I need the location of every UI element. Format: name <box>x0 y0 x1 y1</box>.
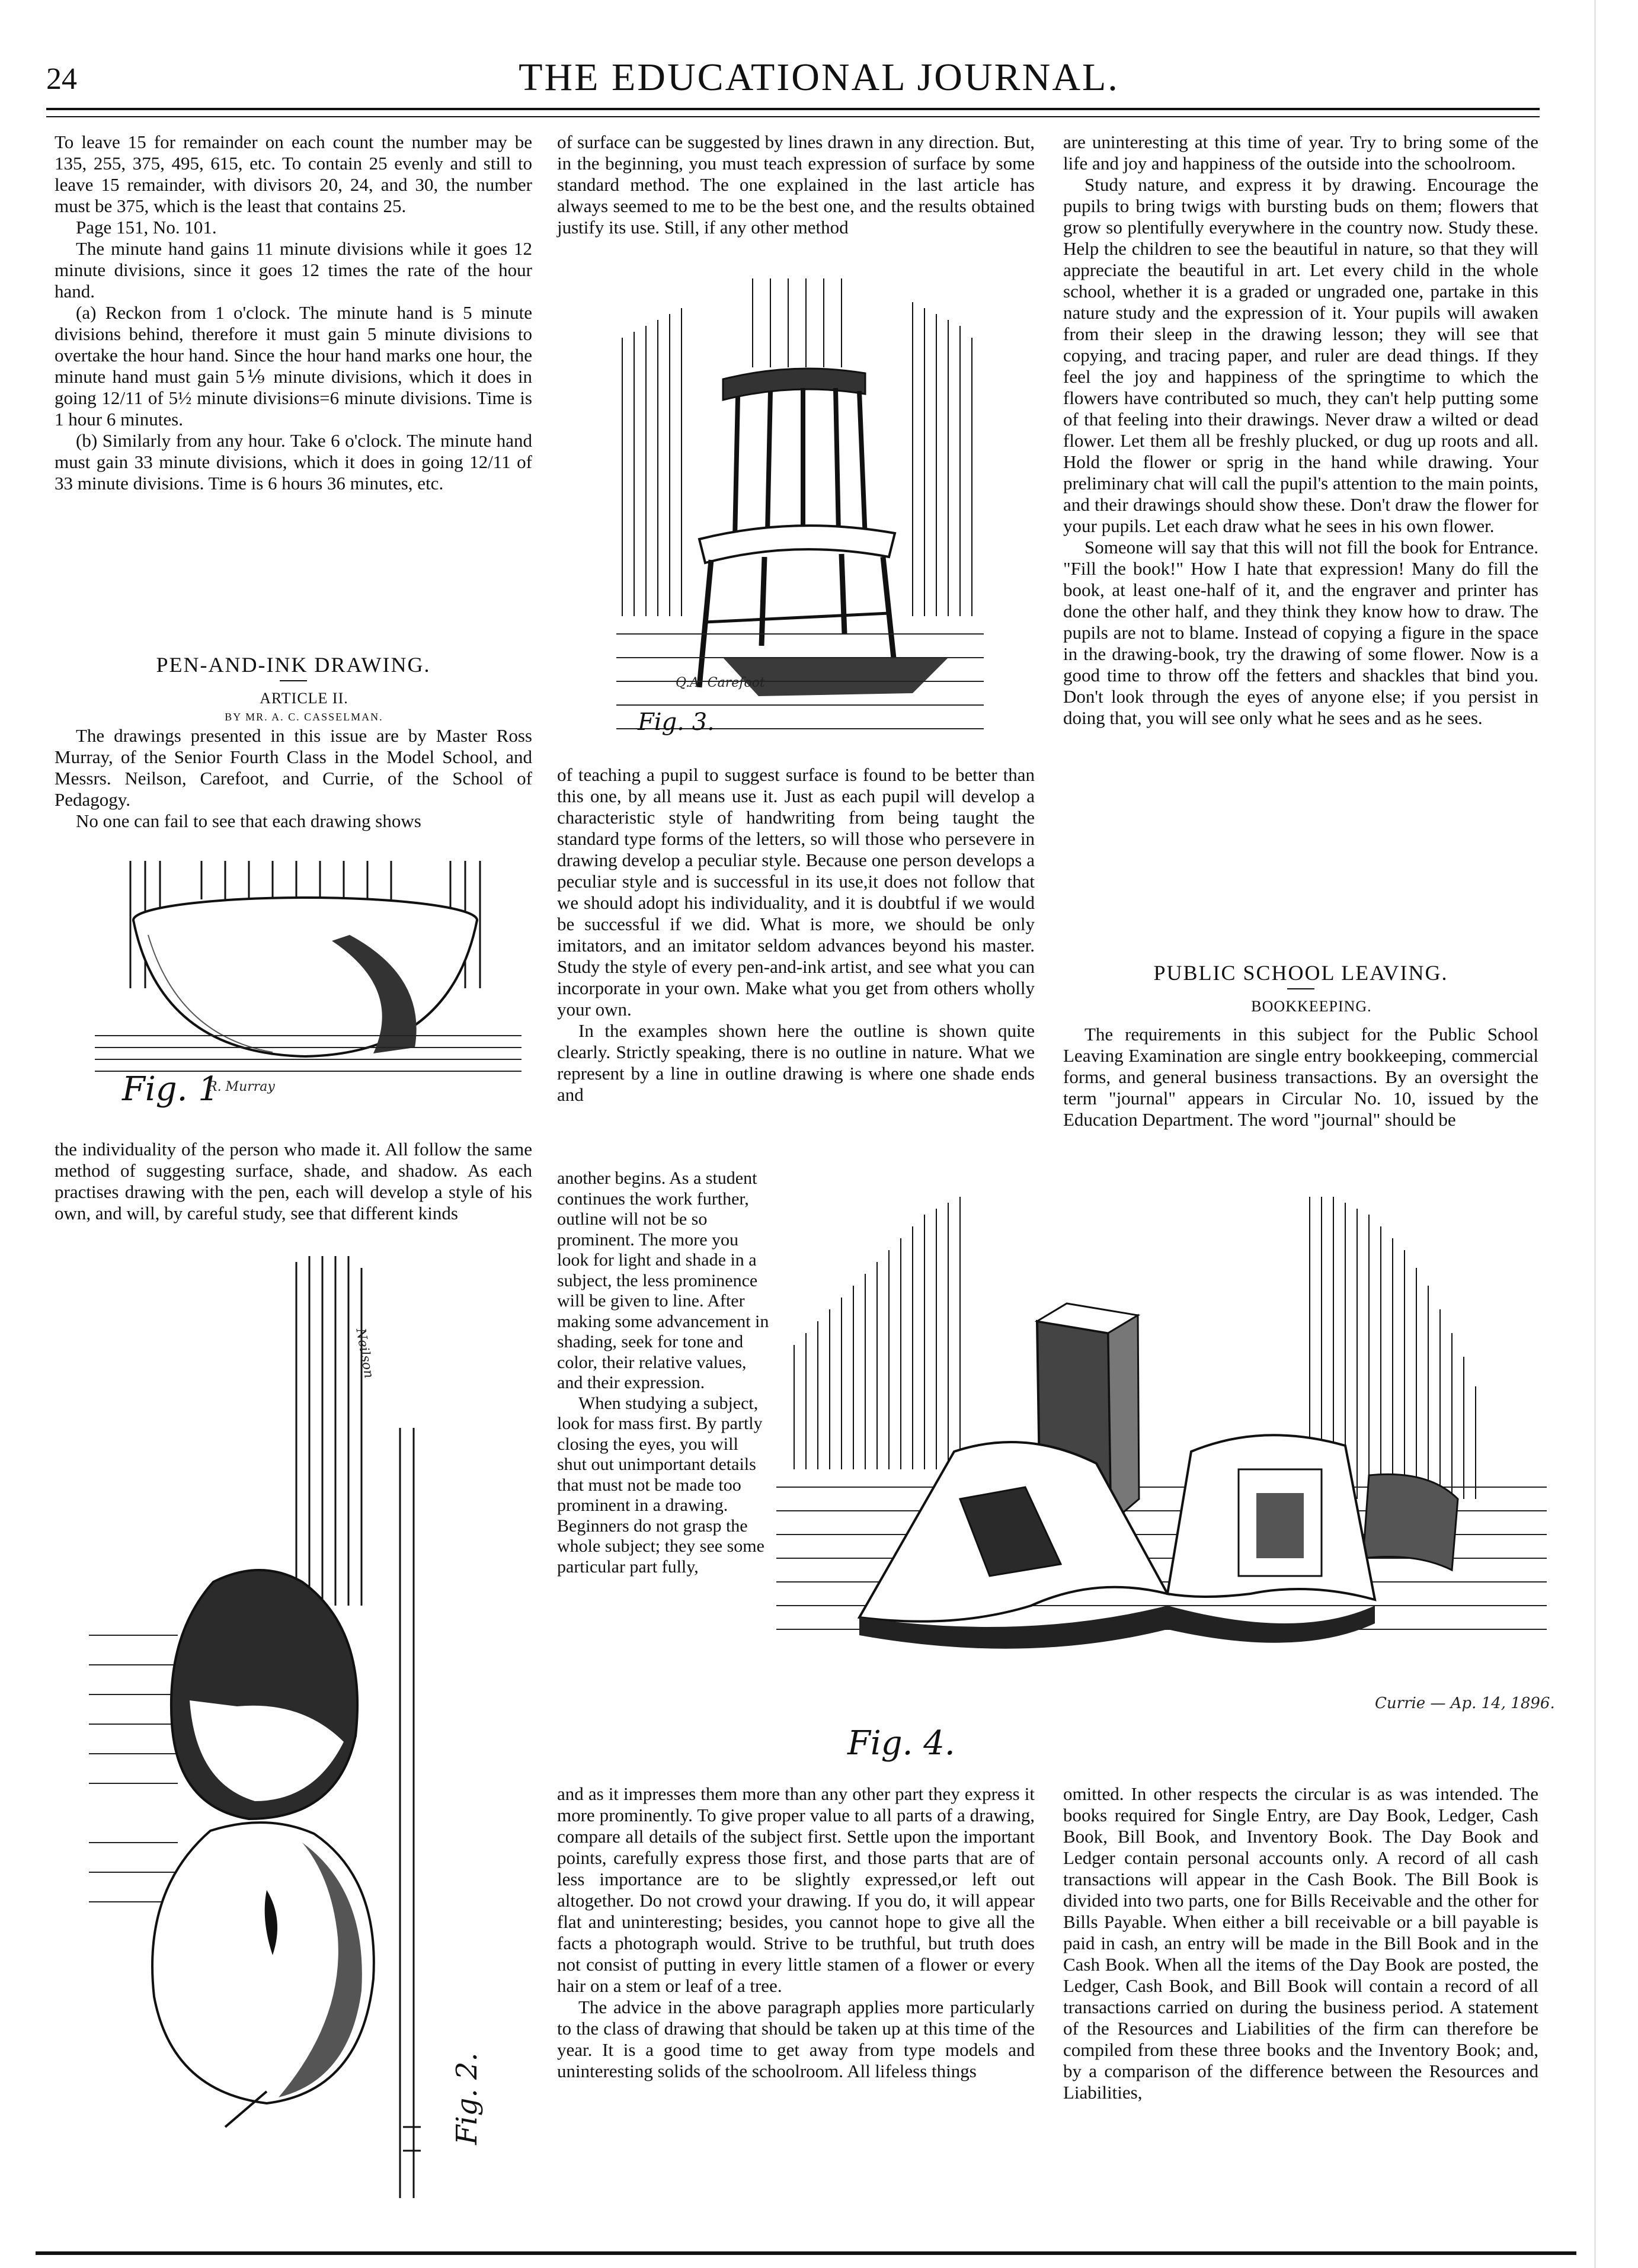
column-2-mid <box>557 764 1035 1106</box>
column-2-top <box>557 132 1035 238</box>
article-pen-and-ink <box>55 652 532 832</box>
column-1-top <box>55 132 532 494</box>
figure-4-books <box>776 1191 1547 1777</box>
column-3-bottom <box>1063 1783 1538 2103</box>
figure-4-caption: Fig. 4. <box>847 1724 955 1763</box>
article-heading: PEN-AND-INK DRAWING. <box>156 653 431 677</box>
heading-dash <box>280 680 307 681</box>
paragraph: (a) Reckon from 1 o'clock. The minute hand is 5 minute divisions behind, therefore it must gain 5 minute divisions to overtake the hour hand. Since the hour hand marks one hour, the minute hand must gain 5⅑ minute divisions, which it does in going 12/11 of 5½ minute divisions=6 minute divisions. Time is 1 hour 6 minutes. <box>55 302 532 430</box>
paragraph: of teaching a pupil to suggest surface is found to be better than this one, by all means use it. Just as each pupil will develop a characteristic style of handwriting from being taught the standard type forms of the letters, so will those who persevere in drawing develop a peculiar style. Because one person develops a peculiar style and is successful in its use,it does not follow that we should adopt his individuality, and it is doubtful if we would be successful if we did. What is more, we should be only imitators, and an imitator seldom advances beyond his master. Study the style of every pen-and-ink artist, and see what you can incorporate in your own. Make what you get from others wholly your own. <box>557 764 1035 1020</box>
figure-3-chair <box>616 278 984 741</box>
figure-2-signature: Neilson <box>353 1327 376 1380</box>
chair-drawing <box>616 278 984 741</box>
figure-2-caption: Fig. 2. <box>450 2052 484 2145</box>
paragraph: of surface can be suggested by lines drawn in any direction. But, in the beginning, you must teach expression of surface by some standard method. The one explained in the last article has always seemed to me to be the best one, and the results obtained justify its use. Still, if any other method <box>557 132 1035 238</box>
paragraph: In the examples shown here the outline is shown quite clearly. Strictly speaking, there is no outline in nature. What we represent by a line in outline drawing is where one shade ends and <box>557 1020 1035 1105</box>
paragraph: another begins. As a student continues the work further, outline will not be so prominent. The more you look for light and shade in a subject, the less prominence will be given to line. After making some advancement in shading, seek for tone and color, their relative values, and their expression. <box>557 1168 769 1392</box>
paragraph: and as it impresses them more than any other part they express it more prominently. To give proper value to all parts of a drawing, compare all details of the subject first. Settle upon the important points, carefully express those first, and those parts that are of less importance are to be slightly expressed,or left out altogether. Do not crowd your drawing. If you do, it will appear flat and uninteresting; besides, you cannot hope to give all the facts a photograph would. Strive to be truthful, but truth does not consist of putting in every little stamen of a flower or every hair on a stem or leaf of a tree. <box>557 1783 1035 1996</box>
article-number: ARTICLE II. <box>260 690 348 707</box>
apple-drawing <box>89 1250 504 2210</box>
page-number: 24 <box>46 62 77 96</box>
paragraph: The advice in the above paragraph applies more particularly to the class of drawing that should be taken up at this time of the year. It is a good time to get away from type models and uninteresting solids of the schoolroom. All lifeless things <box>557 1997 1035 2081</box>
paragraph: omitted. In other respects the circular is as was intended. The books required for Single Entry, are Day Book, Ledger, Cash Book, Bill Book, and Inventory Book. The Day Book and Ledger contain personal accounts only. A record of all cash transactions will appear in the Cash Book. The Bill Book is divided into two parts, one for Bills Receivable and the other for Bills Payable. When either a bill receivable or a bill payable is paid in cash, an entry will be made in the Bill Book and in the Cash Book. When all the items of the Day Book are posted, the Ledger, Cash Book, and Bill Book will contain a record of all transactions carried on during the business period. A statement of the Resources and Liabilities of the firm can therefore be compiled from these three books and the Inventory Book; and, by a comparison of the difference between the Resources and Liabilities, <box>1063 1783 1538 2103</box>
column-2-narrow <box>557 1168 770 1577</box>
figure-1-caption: Fig. 1 <box>122 1070 219 1109</box>
article-byline: BY MR. A. C. CASSELMAN. <box>225 711 383 723</box>
figure-2-apple <box>89 1250 504 2210</box>
paragraph: To leave 15 for remainder on each count the number may be 135, 255, 375, 495, 615, etc. To contain 25 evenly and still to leave 15 remainder, with divisors 20, 24, and 30, the number must be 375, which is the least that contains 25. <box>55 132 532 216</box>
column-1-mid <box>55 1139 532 1224</box>
paragraph: The requirements in this subject for the Public School Leaving Examination are single entry bookkeeping, commercial forms, and general business transactions. By an oversight the term "journal" appears in Circular No. 10, issued by the Education Department. The word "journal" should be <box>1063 1024 1538 1130</box>
figure-1-signature: R. Murray <box>207 1079 275 1094</box>
figure-3-caption: Fig. 3. <box>638 709 715 736</box>
figure-4-signature: Currie — Ap. 14, 1896. <box>1375 1694 1555 1712</box>
header-rule <box>46 108 1540 110</box>
paragraph: The minute hand gains 11 minute divisions while it goes 12 minute divisions, since it goes 12 times the rate of the hour hand. <box>55 238 532 302</box>
bowl-drawing <box>95 858 522 1107</box>
header-rule-thin <box>46 116 1540 117</box>
heading-dash <box>1287 988 1314 989</box>
journal-title: THE EDUCATIONAL JOURNAL. <box>519 56 1119 99</box>
column-3-top <box>1063 132 1538 729</box>
paragraph: Page 151, No. 101. <box>76 217 217 238</box>
paragraph: (b) Similarly from any hour. Take 6 o'clock. The minute hand must gain 33 minute divisions, which it does in going 12/11 of 33 minute divisions. Time is 6 hours 36 minutes, etc. <box>55 430 532 494</box>
page-crease <box>1594 0 1596 2268</box>
paragraph: The drawings presented in this issue are by Master Ross Murray, of the Senior Fourth Class in the Model School, and Messrs. Neilson, Carefoot, and Currie, of the School of Pedagogy. <box>55 725 532 810</box>
article-public-school-leaving <box>1063 960 1538 1130</box>
paragraph: the individuality of the person who made it. All follow the same method of suggesting surface, shade, and shadow. As each practises drawing with the pen, each will develop a style of his own, and will, by careful study, see that different kinds <box>55 1139 532 1223</box>
figure-3-signature: Q.A. Carefoot <box>676 675 765 690</box>
paragraph: Study nature, and express it by drawing. Encourage the pupils to bring twigs with bursting buds on them; flowers that grow so plentifully everywhere in the country now. Study these. Help the children to see the beautiful in nature, so that they will appreciate the beautiful in art. Let every child in the whole school, whether it is a graded or ungraded one, partake in this nature study and the expression of it. Your pupils will awaken from their sleep in the drawing lesson; they will see that copying, and tracing paper, and ruler are dead things. If they feel the joy and happiness of the springtime to which the flowers have contributed so much, they can't help putting some of that feeling into their drawings. Never draw a wilted or dead flower. Let them all be freshly plucked, or dug up roots and all. Hold the flower or sprig in the hand while drawing. Your preliminary chat will call the pupil's attention to the main points, and their drawings should show these. Don't draw the flower for your pupils. Let each draw what he sees in his own flower. <box>1063 174 1538 536</box>
paragraph: No one can fail to see that each drawing shows <box>76 811 421 831</box>
books-drawing <box>776 1191 1547 1777</box>
figure-1-bowl <box>95 858 522 1107</box>
paragraph: When studying a subject, look for mass first. By partly closing the eyes, you will shut out unimportant details that must not be made too prominent in a drawing. Beginners do not grasp the whole subject; they see some particular part fully, <box>557 1393 764 1577</box>
paragraph: Someone will say that this will not fill the book for Entrance. "Fill the book!" How I hate that expression! Many do fill the book, at least one-half of it, and the engraver and printer has done the other half, and they think they know how to draw. The pupils are not to blame. Instead of copying a figure in the space in the drawing-book, try the drawing of some flower. Now is a good time to throw off the fetters and shackles that bind you. Don't look through the eyes of anyone else; if you persist in doing that, you will see only what he sees and as he sees. <box>1063 537 1538 728</box>
footer-rule <box>36 2251 1576 2255</box>
article-heading: PUBLIC SCHOOL LEAVING. <box>1153 961 1448 985</box>
article-subheading: BOOKKEEPING. <box>1251 998 1372 1015</box>
column-2-bottom <box>557 1783 1035 2082</box>
paragraph: are uninteresting at this time of year. Try to bring some of the life and joy and happiness of the outside into the schoolroom. <box>1063 132 1538 174</box>
